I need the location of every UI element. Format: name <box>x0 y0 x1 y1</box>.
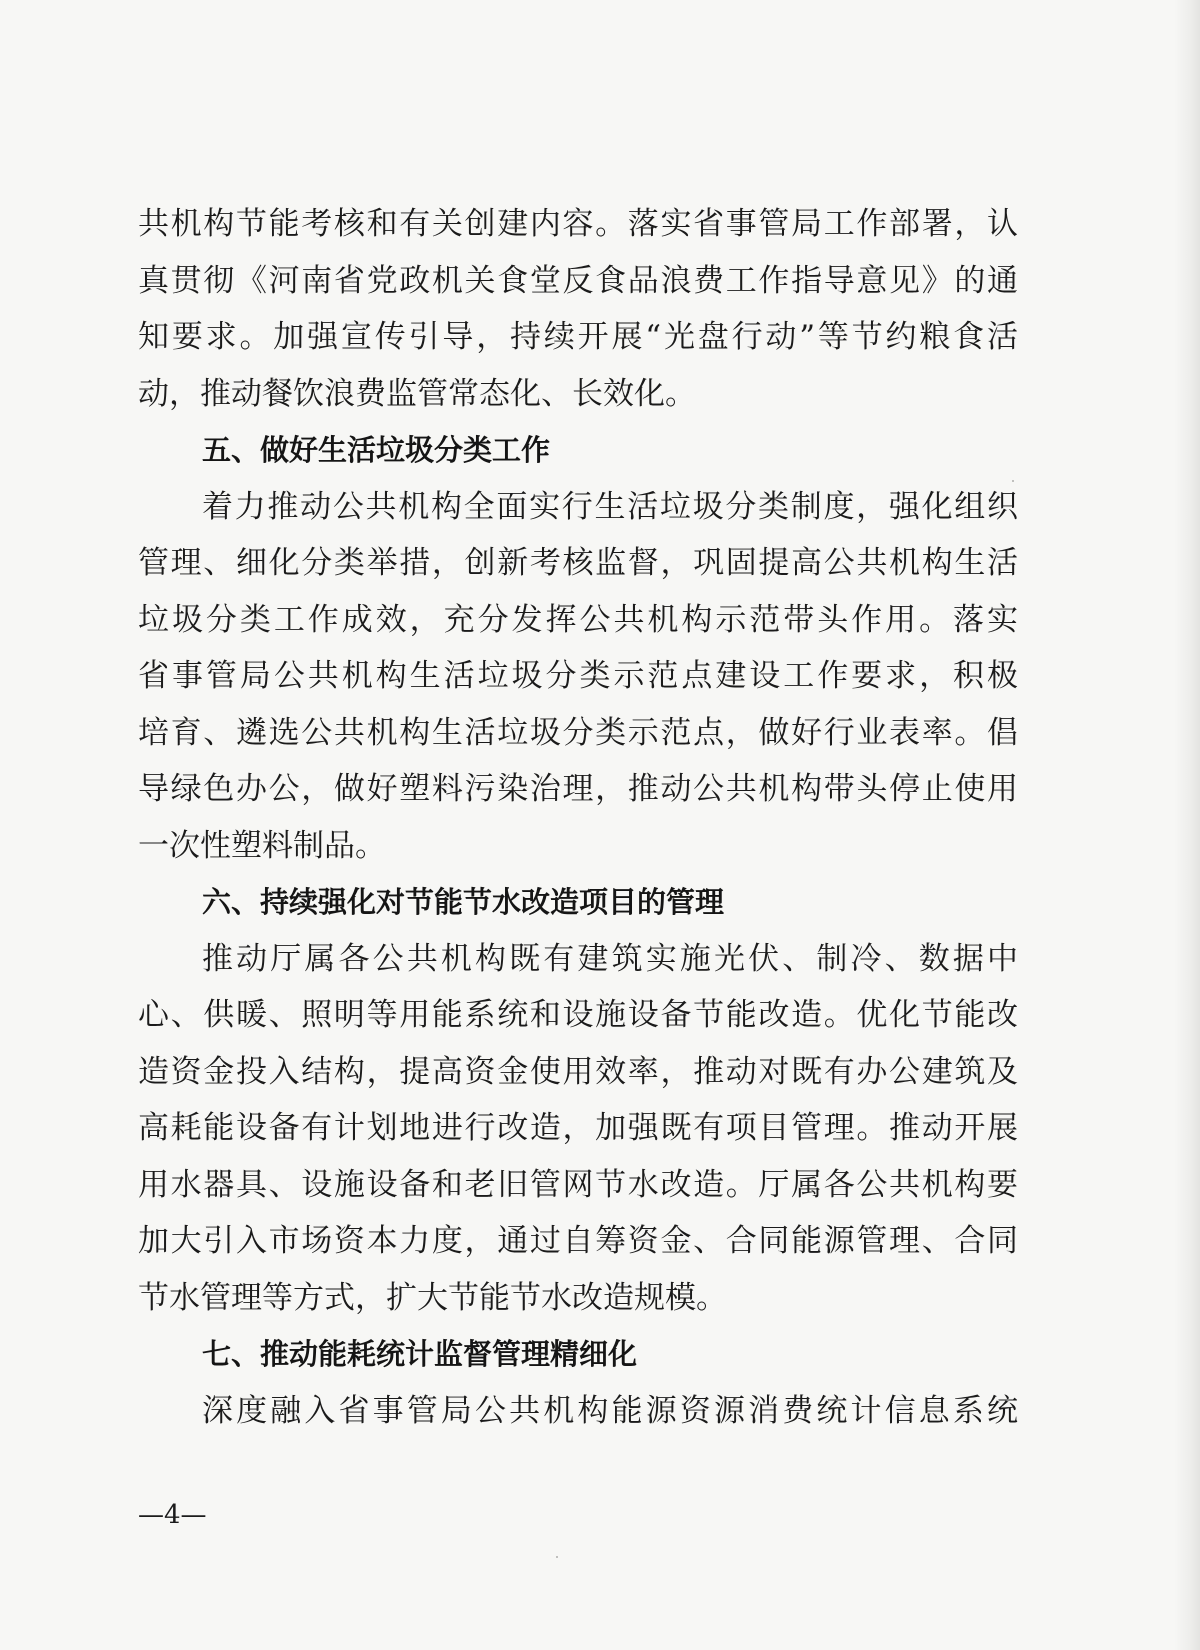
body-line: 培育、遴选公共机构生活垃圾分类示范点，做好行业表率。倡 <box>138 714 1018 751</box>
scan-speck <box>556 1556 558 1558</box>
body-line: 真贯彻《河南省党政机关食堂反食品浪费工作指导意见》的通 <box>138 262 1018 299</box>
body-line: 造资金投入结构，提高资金使用效率，推动对既有办公建筑及 <box>138 1053 1018 1090</box>
body-line: 高耗能设备有计划地进行改造，加强既有项目管理。推动开展 <box>138 1110 1018 1146</box>
scan-speck <box>1012 480 1014 482</box>
body-line: 知要求。加强宣传引导，持续开展“光盘行动”等节约粮食活 <box>138 319 1018 355</box>
body-line: 加大引入市场资本力度，通过自筹资金、合同能源管理、合同 <box>138 1223 1018 1259</box>
body-line: 动，推动餐饮浪费监管常态化、长效化。 <box>138 375 696 412</box>
body-line: 心、供暖、照明等用能系统和设施设备节能改造。优化节能改 <box>138 997 1018 1033</box>
section-heading-6: 六、持续强化对节能节水改造项目的管理 <box>202 885 725 919</box>
page-edge-shadow <box>1174 0 1200 1650</box>
body-line: 导绿色办公，做好塑料污染治理，推动公共机构带头停止使用 <box>138 771 1018 807</box>
body-line: 管理、细化分类举措，创新考核监督，巩固提高公共机构生活 <box>138 545 1018 581</box>
body-line: 推动厅属各公共机构既有建筑实施光伏、制冷、数据中 <box>202 940 1018 977</box>
body-line: 一次性塑料制品。 <box>138 827 386 864</box>
page-number: —4— <box>138 1500 207 1530</box>
body-line: 着力推动公共机构全面实行生活垃圾分类制度，强化组织 <box>202 488 1018 525</box>
body-line: 用水器具、设施设备和老旧管网节水改造。厅属各公共机构要 <box>138 1166 1018 1203</box>
document-body <box>138 196 1018 1439</box>
body-line: 深度融入省事管局公共机构能源资源消费统计信息系统 <box>202 1392 1018 1429</box>
body-line: 共机构节能考核和有关创建内容。落实省事管局工作部署，认 <box>138 206 1018 242</box>
body-line: 垃圾分类工作成效，充分发挥公共机构示范带头作用。落实 <box>138 601 1018 638</box>
section-heading-7: 七、推动能耗统计监督管理精细化 <box>202 1337 638 1371</box>
body-line: 节水管理等方式，扩大节能节水改造规模。 <box>138 1279 727 1316</box>
scan-speck <box>1010 1240 1012 1242</box>
body-line: 省事管局公共机构生活垃圾分类示范点建设工作要求，积极 <box>138 658 1018 694</box>
section-heading-5: 五、做好生活垃圾分类工作 <box>202 433 551 467</box>
